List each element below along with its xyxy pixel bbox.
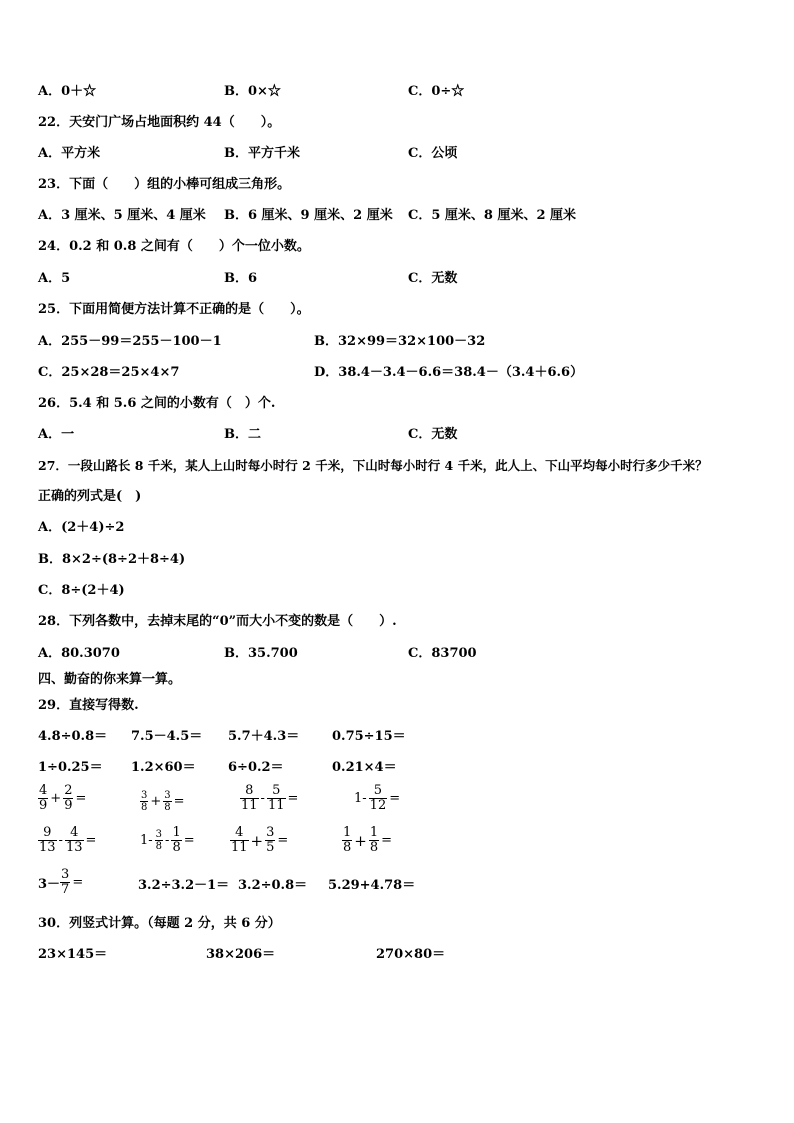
q25-option-d: D．38.4－3.4－6.6＝38.4－（3.4＋6.6） bbox=[314, 365, 584, 380]
fraction-expression: 1- $\frac{3}{8}$ - $\frac{1}{8}$ = bbox=[140, 825, 195, 855]
q22-option-a: A．平方米 bbox=[38, 146, 101, 161]
fraction: $\frac{3}{8}$ bbox=[155, 829, 163, 852]
q28-option-c: C．83700 bbox=[408, 646, 477, 661]
q25-option-a: A．255－99＝255－100－1 bbox=[38, 334, 222, 349]
q27-option-c: C．8÷(2＋4) bbox=[38, 583, 125, 598]
fraction: $\frac{1}{8}$ bbox=[343, 825, 352, 855]
fraction-expression: $\frac{1}{8}$ + $\frac{1}{8}$ = bbox=[343, 825, 393, 855]
vertical-calc-item: 38×206＝ bbox=[206, 947, 276, 962]
fraction: $\frac{1}{8}$ bbox=[369, 825, 379, 855]
fraction: $\frac{3}{5}$ bbox=[266, 825, 275, 855]
fraction: $\frac{5}{11}$ bbox=[267, 783, 285, 813]
calc-item: 1.2×60＝ bbox=[131, 760, 196, 775]
fraction: $\frac{9}{13}$ bbox=[39, 825, 56, 855]
q25-option-b: B．32×99＝32×100－32 bbox=[314, 334, 486, 349]
calc-item: 1÷0.25＝ bbox=[38, 760, 103, 775]
fraction-expression: 1- $\frac{5}{12}$ = bbox=[354, 783, 401, 813]
fraction-expression: $\frac{4}{11}$ + $\frac{3}{5}$ = bbox=[231, 825, 289, 855]
q24-option-c: C．无数 bbox=[408, 271, 458, 286]
q27-question: 27．一段山路长 8 千米，某人上山时每小时行 2 千米，下山时每小时行 4 千米，此人上、下山平均每小时行多少千米？ bbox=[38, 458, 708, 473]
q21-option-a: A．0＋☆ bbox=[38, 84, 97, 99]
fraction: $\frac{4}{11}$ bbox=[231, 825, 248, 855]
fraction: $\frac{3}{8}$ bbox=[141, 790, 148, 813]
q22-question: 22．天安门广场占地面积约 44（ ）。 bbox=[38, 115, 281, 130]
fraction: $\frac{8}{11}$ bbox=[241, 783, 258, 813]
q21-option-b: B．0×☆ bbox=[224, 84, 281, 99]
q26-option-c: C．无数 bbox=[408, 427, 458, 442]
q23-question: 23．下面（ ）组的小棒可组成三角形。 bbox=[38, 177, 291, 192]
calc-item: 5.7＋4.3＝ bbox=[228, 729, 300, 744]
fraction: $\frac{3}{7}$ bbox=[61, 867, 70, 897]
calc-item: 7.5－4.5＝ bbox=[131, 729, 203, 744]
q23-option-a: A．3 厘米、5 厘米、4 厘米 bbox=[38, 208, 206, 223]
fraction: $\frac{4}{13}$ bbox=[65, 825, 83, 855]
q27-option-a: A．(2＋4)÷2 bbox=[38, 520, 125, 535]
q23-option-c: C．5 厘米、8 厘米、2 厘米 bbox=[408, 208, 577, 223]
calc-item: 3.2÷0.8＝ bbox=[238, 878, 308, 893]
calc-item: 0.75÷15＝ bbox=[332, 729, 406, 744]
fraction-expression: $\frac{9}{13}$ - $\frac{4}{13}$ = bbox=[39, 825, 97, 855]
q29-question: 29．直接写得数. bbox=[38, 698, 139, 713]
fraction-expression: $\frac{3}{8}$ + $\frac{3}{8}$ = bbox=[141, 790, 185, 813]
fraction-expression: 3－ $\frac{3}{7}$ = bbox=[38, 867, 84, 897]
calc-item: 5.29+4.78＝ bbox=[328, 878, 416, 893]
q27-question-line2: 正确的列式是( ) bbox=[38, 489, 142, 504]
fraction: $\frac{5}{12}$ bbox=[369, 783, 387, 813]
q26-option-b: B．二 bbox=[224, 427, 261, 442]
vertical-calc-item: 23×145＝ bbox=[38, 947, 108, 962]
fraction: $\frac{4}{9}$ bbox=[39, 783, 48, 813]
fraction: $\frac{1}{8}$ bbox=[172, 825, 181, 855]
calc-item: 3.2÷3.2－1＝ bbox=[138, 878, 230, 893]
q21-option-c: C．0÷☆ bbox=[408, 84, 465, 99]
q26-option-a: A．一 bbox=[38, 427, 75, 442]
q28-question: 28．下列各数中，去掉末尾的“0”而大小不变的数是（ ）. bbox=[38, 614, 397, 629]
calc-item: 6÷0.2＝ bbox=[228, 760, 284, 775]
q24-question: 24．0.2 和 0.8 之间有（ ）个一位小数。 bbox=[38, 239, 310, 254]
q24-option-a: A．5 bbox=[38, 271, 71, 286]
fraction: $\frac{2}{9}$ bbox=[64, 783, 73, 813]
q28-option-b: B．35.700 bbox=[224, 646, 298, 661]
q26-question: 26．5.4 和 5.6 之间的小数有（ ）个. bbox=[38, 396, 276, 411]
section-heading: 四、勤奋的你来算一算。 bbox=[38, 672, 182, 687]
q28-option-a: A．80.3070 bbox=[38, 646, 120, 661]
q22-option-b: B．平方千米 bbox=[224, 146, 300, 161]
q25-option-c: C．25×28＝25×4×7 bbox=[38, 365, 180, 380]
q30-question: 30．列竖式计算。（每题 2 分，共 6 分） bbox=[38, 916, 281, 931]
calc-item: 4.8÷0.8＝ bbox=[38, 729, 108, 744]
fraction: $\frac{3}{8}$ bbox=[164, 790, 171, 813]
q23-option-b: B．6 厘米、9 厘米、2 厘米 bbox=[224, 208, 393, 223]
fraction-expression: $\frac{4}{9}$ + $\frac{2}{9}$ = bbox=[39, 783, 87, 813]
fraction-expression: $\frac{8}{11}$ - $\frac{5}{11}$ = bbox=[241, 783, 299, 813]
vertical-calc-item: 270×80＝ bbox=[376, 947, 446, 962]
q22-option-c: C．公顷 bbox=[408, 146, 458, 161]
calc-item: 0.21×4＝ bbox=[332, 760, 397, 775]
q24-option-b: B．6 bbox=[224, 271, 258, 286]
q27-option-b: B．8×2÷(8÷2＋8÷4) bbox=[38, 552, 186, 567]
q25-question: 25．下面用简便方法计算不正确的是（ ）。 bbox=[38, 302, 310, 317]
